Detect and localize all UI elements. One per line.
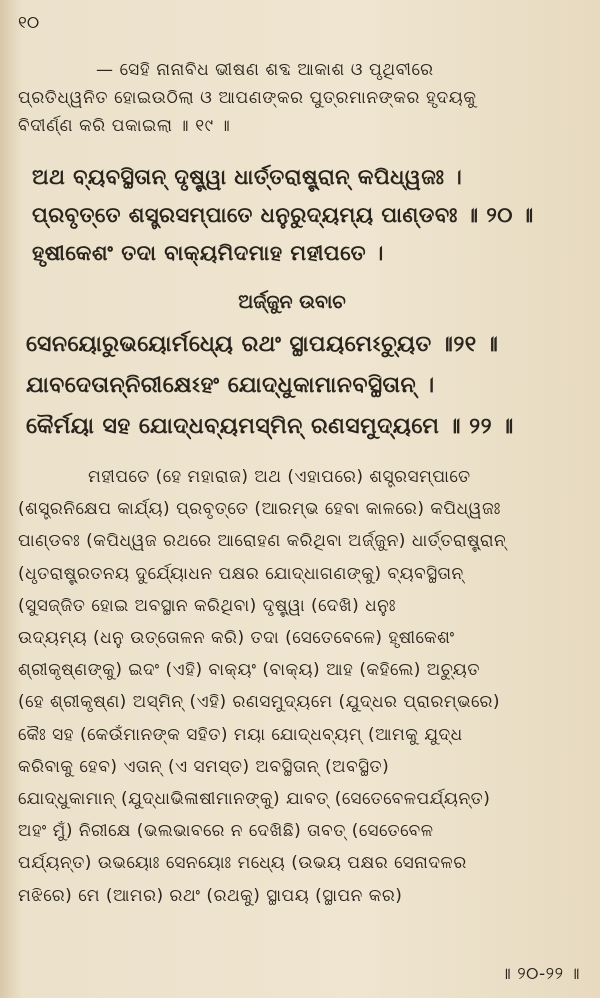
verse-21-line-1: ସେନୟୋରୁଭୟୋର୍ମଧ୍ୟେ ରଥଂ ସ୍ଥାପୟମେଽଚ୍ୟୁତ ॥୨୧ ॥	[26, 332, 499, 357]
verse-21-22	[26, 324, 566, 447]
translation-line: (ସୁସଜ୍ଜିତ ହୋଇ ଅବସ୍ଥାନ କରିଥିବା) ଦୃଷ୍ଟ୍ୱା (ଦେଖି) ଧନୁଃ	[18, 595, 396, 616]
translation-line: ଯୋଦ୍ଧୁକାମାନ୍ (ଯୁଦ୍ଧାଭିଳାଷୀମାନଙ୍କୁ) ଯାବତ୍ (ସେତେବେଳପର୍ଯ୍ୟନ୍ତ)	[18, 789, 491, 810]
translation-paragraph	[18, 461, 566, 912]
commentary-line-2: ପ୍ରତିଧ୍ୱନିତ ହୋଇଉଠିଲା ଓ ଆପଣଙ୍କର ପୁତ୍ରମାନଙ୍କର ହୃଦୟକୁ	[18, 88, 477, 108]
translation-line: ମହୀପତେ (ହେ ମହାରାଜ) ଅଥ (ଏହାପରେ) ଶସ୍ତ୍ରସମ୍ପାତେ	[88, 467, 471, 487]
translation-line: ପାଣ୍ଡବଃ (କପିଧ୍ୱଜ ରଥରେ ଆରୋହଣ କରିଥିବା ଅର୍ଜ୍ଜୁନ) ଧାର୍ତ୍ତରାଷ୍ଟ୍ରାନ୍	[18, 531, 507, 552]
verse-20-line-3: ହୃଷୀକେଶଂ ତଦା ବାକ୍ୟମିଦମାହ ମହୀପତେ ।	[32, 241, 384, 265]
verse-20	[32, 158, 566, 272]
translation-line: ଅହଂ ମୁଁ) ନିରୀକ୍ଷେ (ଭଲଭାବରେ ନ ଦେଖିଛି) ତାବତ୍ (ସେତେବେଳ	[18, 821, 434, 842]
commentary-line-1: — ସେହି ନାନାବିଧ ଭୀଷଣ ଶବ୍ଦ ଆକାଶ ଓ ପୃଥିବୀରେ	[96, 60, 434, 80]
translation-line: (ଧୃତରାଷ୍ଟ୍ରତନୟ ଦୁର୍ଯ୍ୟୋଧନ ପକ୍ଷର ଯୋଦ୍ଧାଗଣଙ୍କୁ) ବ୍ୟବସ୍ଥିତାନ୍	[18, 563, 464, 584]
verse-22-line-2: କୈର୍ମୟା ସହ ଯୋଦ୍ଧବ୍ୟମସ୍ମିନ୍ ରଣସମୁଦ୍ୟମେ ॥ ୨୨ ॥	[26, 414, 514, 439]
verse-20-line-2: ପ୍ରବୃତ୍ତେ ଶସ୍ତ୍ରସମ୍ପାତେ ଧନୁରୁଦ୍ୟମ୍ୟ ପାଣ୍ଡବଃ ॥ ୨୦ ॥	[32, 203, 534, 227]
commentary-line-3: ବିଦୀର୍ଣ୍ଣ କରି ପକାଇଲା ॥ ୧୯ ॥	[18, 116, 231, 136]
translation-line: ଉଦ୍ୟମ୍ୟ (ଧନୁ ଉତ୍ତୋଳନ କରି) ତଦା (ସେତେବେଳେ) ହୃଷୀକେଶଂ	[18, 628, 455, 649]
speaker-heading: ଅର୍ଜ୍ଜୁନ ଉବାଚ	[238, 291, 346, 313]
page-number: ୧୦	[18, 13, 40, 33]
translation-line: ମଝିରେ) ମେ (ଆମର) ରଥଂ (ରଥକୁ) ସ୍ଥାପୟ (ସ୍ଥାପନ କର)	[18, 885, 403, 906]
translation-line: କୈଃ ସହ (କେଉଁମାନଙ୍କ ସହିତ) ମୟା ଯୋଦ୍ଧବ୍ୟମ୍ (ଆମକୁ ଯୁଦ୍ଧ	[18, 724, 463, 745]
verse-20-line-1: ଅଥ ବ୍ୟବସ୍ଥିତାନ୍ ଦୃଷ୍ଟ୍ୱା ଧାର୍ତ୍ତରାଷ୍ଟ୍ରାନ୍ କପିଧ୍ୱଜଃ ।	[32, 165, 463, 189]
translation-line: ପର୍ଯ୍ୟନ୍ତ) ଉଭୟୋଃ ସେନୟୋଃ ମଧ୍ୟେ (ଉଭୟ ପକ୍ଷର ସେନାଦଳର	[18, 853, 467, 874]
translation-line: (ଶସ୍ତ୍ରନିକ୍ଷେପ କାର୍ଯ୍ୟ) ପ୍ରବୃତ୍ତେ (ଆରମ୍ଭ ହେବା କାଳରେ) କପିଧ୍ୱଜଃ	[18, 499, 501, 520]
translation-line: କରିବାକୁ ହେବ) ଏତାନ୍ (ଏ ସମସ୍ତ) ଅବସ୍ଥିତାନ୍ (ଅବସ୍ଥିତ)	[18, 756, 390, 777]
verse-22-line-1: ଯାବଦେତାନ୍ନିରୀକ୍ଷେଽହଂ ଯୋଦ୍ଧୁକାମାନବସ୍ଥିତାନ୍ ।	[26, 373, 435, 398]
translation-line: (ହେ ଶ୍ରୀକୃଷ୍ଣ) ଅସ୍ମିନ୍ (ଏହି) ରଣସମୁଦ୍ୟମେ (ଯୁଦ୍ଧର ପ୍ରାରମ୍ଭରେ)	[18, 692, 501, 713]
commentary-verse-19	[18, 56, 566, 140]
verse-range-marker: ॥ ୨୦-୨୨ ॥	[500, 964, 580, 984]
translation-line: ଶ୍ରୀକୃଷ୍ଣଙ୍କୁ) ଇଦଂ (ଏହି) ବାକ୍ୟଂ (ବାକ୍ୟ) ଆହ (କହିଲେ) ଅଚ୍ୟୁତ	[18, 660, 480, 681]
